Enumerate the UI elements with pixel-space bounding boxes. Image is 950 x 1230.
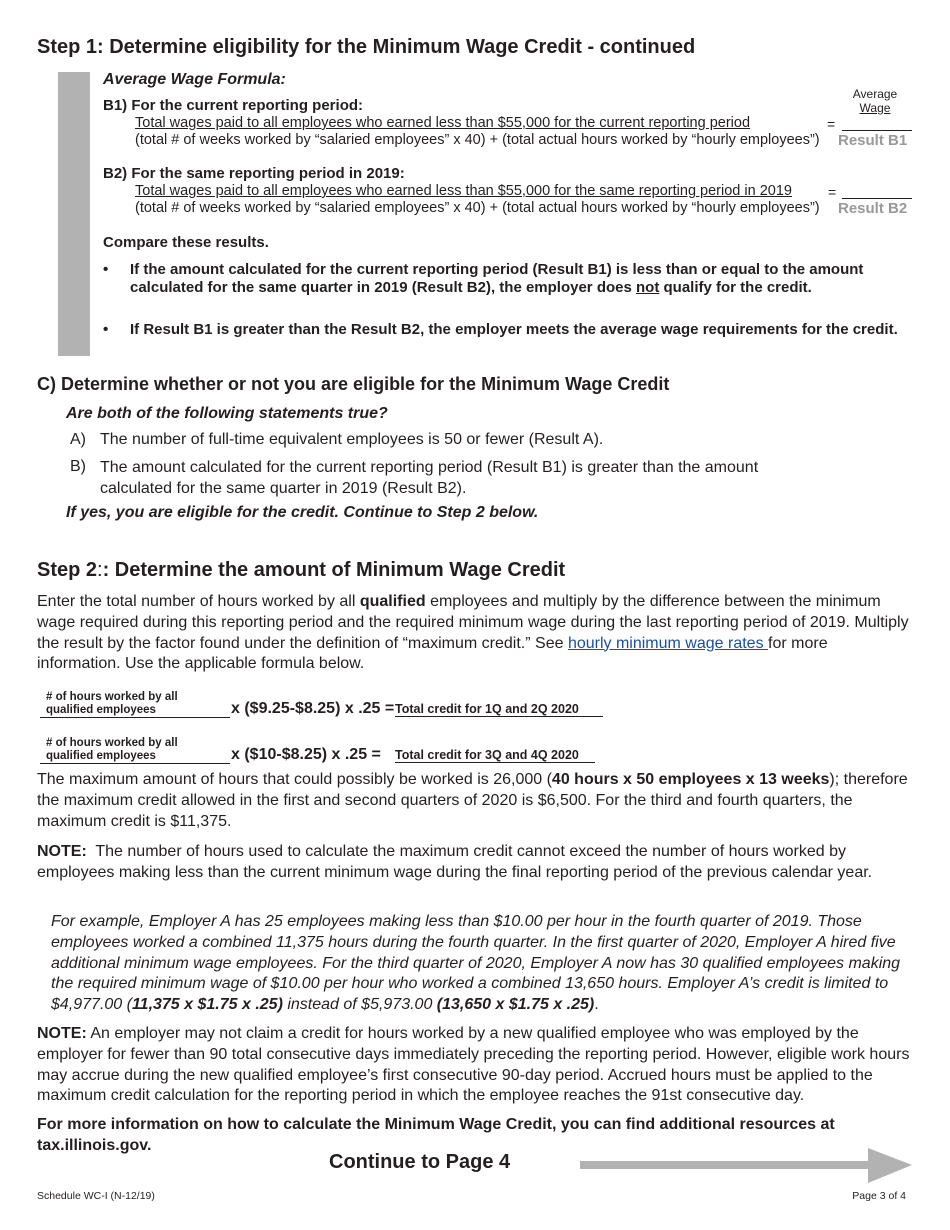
b1-numerator: Total wages paid to all employees who earned less than $55,000 for the current reporting period	[135, 115, 751, 131]
arrow-head	[868, 1148, 912, 1183]
note2-paragraph	[37, 1024, 915, 1107]
bullet-marker: •	[103, 321, 109, 338]
bullet1-text: If the amount calculated for the current reporting period (Result B1) is less than or equal to the amount calculated for the same quarter in 2019 (Result B2), the employer does	[130, 261, 864, 296]
continue-arrow-icon[interactable]	[580, 1148, 914, 1184]
section-gray-bar	[58, 72, 90, 356]
formula2-label-line1: # of hours worked by all	[46, 737, 178, 749]
step2-heading-step: Step 2	[37, 559, 98, 581]
formula2-hours-blank[interactable]	[40, 763, 230, 764]
formula1-expression: x ($9.25-$8.25) x .25 =	[231, 700, 395, 717]
example-text-3: .	[594, 996, 599, 1014]
step2-heading: Step 2:: Determine the amount of Minimum Wage Credit	[37, 559, 566, 581]
formula2-label	[46, 737, 178, 763]
formula2-label-line2: qualified employees	[46, 750, 156, 762]
b2-result-blank[interactable]	[842, 183, 912, 199]
more-info-paragraph: For more information on how to calculate the Minimum Wage Credit, you can find additional resources at tax.illinois.gov.	[37, 1116, 835, 1154]
continue-to-page-4[interactable]: Continue to Page 4	[329, 1151, 511, 1173]
note1-paragraph	[37, 842, 915, 884]
b2-equals: =	[828, 184, 837, 200]
example-text-1: For example, Employer A has 25 employees making less than $10.00 per hour in the fourth quarter of 2019. Those employees worked a combined 11,375 hours during the fourth quarter. In the first quarter of 2020, Employer A hired five additional minimum wage employees. For the third quarter of 2020, Employer A now has 30 qualified employees making the required minimum wage of $10.00 per hour who worked a combined 13,650 hours. Employer A’s credit is limited to $4,977.00 (	[51, 913, 901, 1014]
b1-equals: =	[827, 116, 836, 132]
condition-b-text: The amount calculated for the current reporting period (Result B1) is greater than the amount calculated for the same quarter in 2019 (Result B2).	[100, 459, 759, 497]
hourly-minimum-wage-rates-link[interactable]: hourly minimum wage rates	[567, 634, 769, 652]
b1-denominator: (total # of weeks worked by “salaried employees” x 40) + (total actual hours worked by “hourly employees”)	[135, 132, 820, 148]
max-text-2: ); therefore the maximum credit allowed in the first and second quarters of 2020 is $6,500. For the third and fourth quarters, the maximum credit is $11,375.	[37, 771, 908, 830]
max-formula: 40 hours x 50 employees x 13 weeks	[551, 771, 830, 788]
arrow-shaft	[580, 1161, 872, 1169]
formula1-label-line2: qualified employees	[46, 704, 156, 716]
formula1-label	[46, 691, 178, 717]
intro-text-1: Enter the total number of hours worked by all	[37, 593, 360, 610]
note1-label: NOTE:	[37, 843, 87, 860]
formula2-result: Total credit for 3Q and 4Q 2020	[395, 748, 595, 763]
intro-qualified: qualified	[359, 593, 426, 610]
average-wage-label-line2: Wage	[859, 101, 891, 115]
step2-heading-rest: : Determine the amount of Minimum Wage Credit	[102, 559, 566, 581]
footer-page-number: Page 3 of 4	[852, 1190, 906, 1202]
average-wage-label-line1: Average	[852, 87, 898, 101]
note2-label: NOTE:	[37, 1025, 87, 1042]
b2-title: B2) For the same reporting period in 2019:	[103, 165, 405, 182]
example-paragraph	[51, 912, 917, 1016]
condition-b-letter: B)	[70, 458, 86, 475]
average-wage-column-label	[838, 87, 912, 115]
section-c-question: Are both of the following statements true?	[66, 405, 388, 422]
formula1-hours-blank[interactable]	[40, 717, 230, 718]
max-text-1: The maximum amount of hours that could possibly be worked is 26,000 (	[37, 771, 552, 788]
condition-a-letter: A)	[70, 431, 86, 448]
step1-heading: Step 1: Determine eligibility for the Minimum Wage Credit - continued	[37, 36, 696, 58]
intro-text-2: employees and multiply by the difference between the minimum wage required during this reporting period and the required minimum wage during the last reporting period of 2019. Multiply the result by the factor found under the definition of “maximum credit.” See	[37, 593, 909, 652]
step2-intro	[37, 592, 915, 675]
bullet-item-1	[103, 261, 908, 296]
section-c-conclusion: If yes, you are eligible for the credit. Continue to Step 2 below.	[66, 504, 539, 521]
note2-text: An employer may not claim a credit for hours worked by a new qualified employee who was employed by the employer for fewer than 90 total consecutive days immediately preceding the reporting period. However, eligible work hours may accrue during the new qualified employee’s first consecutive 90-day period. Accrued hours must be applied to the maximum credit calculation for the reporting period in which the employee reaches the 91st consecutive day.	[37, 1025, 910, 1105]
maximum-credit-paragraph	[37, 770, 915, 832]
footer-form-id: Schedule WC-I (N-12/19)	[37, 1190, 155, 1202]
b1-result-label: Result B1	[838, 132, 908, 149]
compare-results: Compare these results.	[103, 234, 269, 251]
example-text-2: instead of $5,973.00	[282, 996, 437, 1014]
b2-denominator: (total # of weeks worked by “salaried employees” x 40) + (total actual hours worked by “hourly employees”)	[135, 200, 820, 216]
example-calc-1: 11,375 x $1.75 x .25)	[131, 996, 283, 1014]
b1-title: B1) For the current reporting period:	[103, 97, 364, 114]
bullet1-not: not	[636, 278, 660, 296]
example-calc-2: (13,650 x $1.75 x .25)	[436, 996, 595, 1014]
b2-numerator: Total wages paid to all employees who earned less than $55,000 for the same reporting period in 2019	[135, 183, 792, 199]
average-wage-formula-title: Average Wage Formula:	[103, 71, 286, 88]
formula1-result: Total credit for 1Q and 2Q 2020	[395, 702, 603, 717]
bullet1-text-end: qualify for the credit.	[659, 278, 812, 296]
formula2-expression: x ($10-$8.25) x .25 =	[231, 746, 381, 763]
b2-result-label: Result B2	[838, 200, 908, 217]
bullet2-text: If Result B1 is greater than the Result B2, the employer meets the average wage requirements for the credit.	[130, 321, 898, 338]
intro-text-3: for more information. Use the applicable formula below.	[37, 634, 828, 673]
bullet-item-2	[103, 321, 908, 339]
note1-text: The number of hours used to calculate the maximum credit cannot exceed the number of hours worked by employees making less than the current minimum wage during the final reporting period of the previous calendar year.	[37, 843, 873, 881]
section-c-heading: C) Determine whether or not you are eligible for the Minimum Wage Credit	[37, 374, 670, 394]
b1-result-blank[interactable]	[842, 115, 912, 131]
condition-a-text: The number of full-time equivalent employees is 50 or fewer (Result A).	[100, 431, 604, 448]
bullet-marker: •	[103, 261, 109, 278]
formula1-label-line1: # of hours worked by all	[46, 691, 178, 703]
